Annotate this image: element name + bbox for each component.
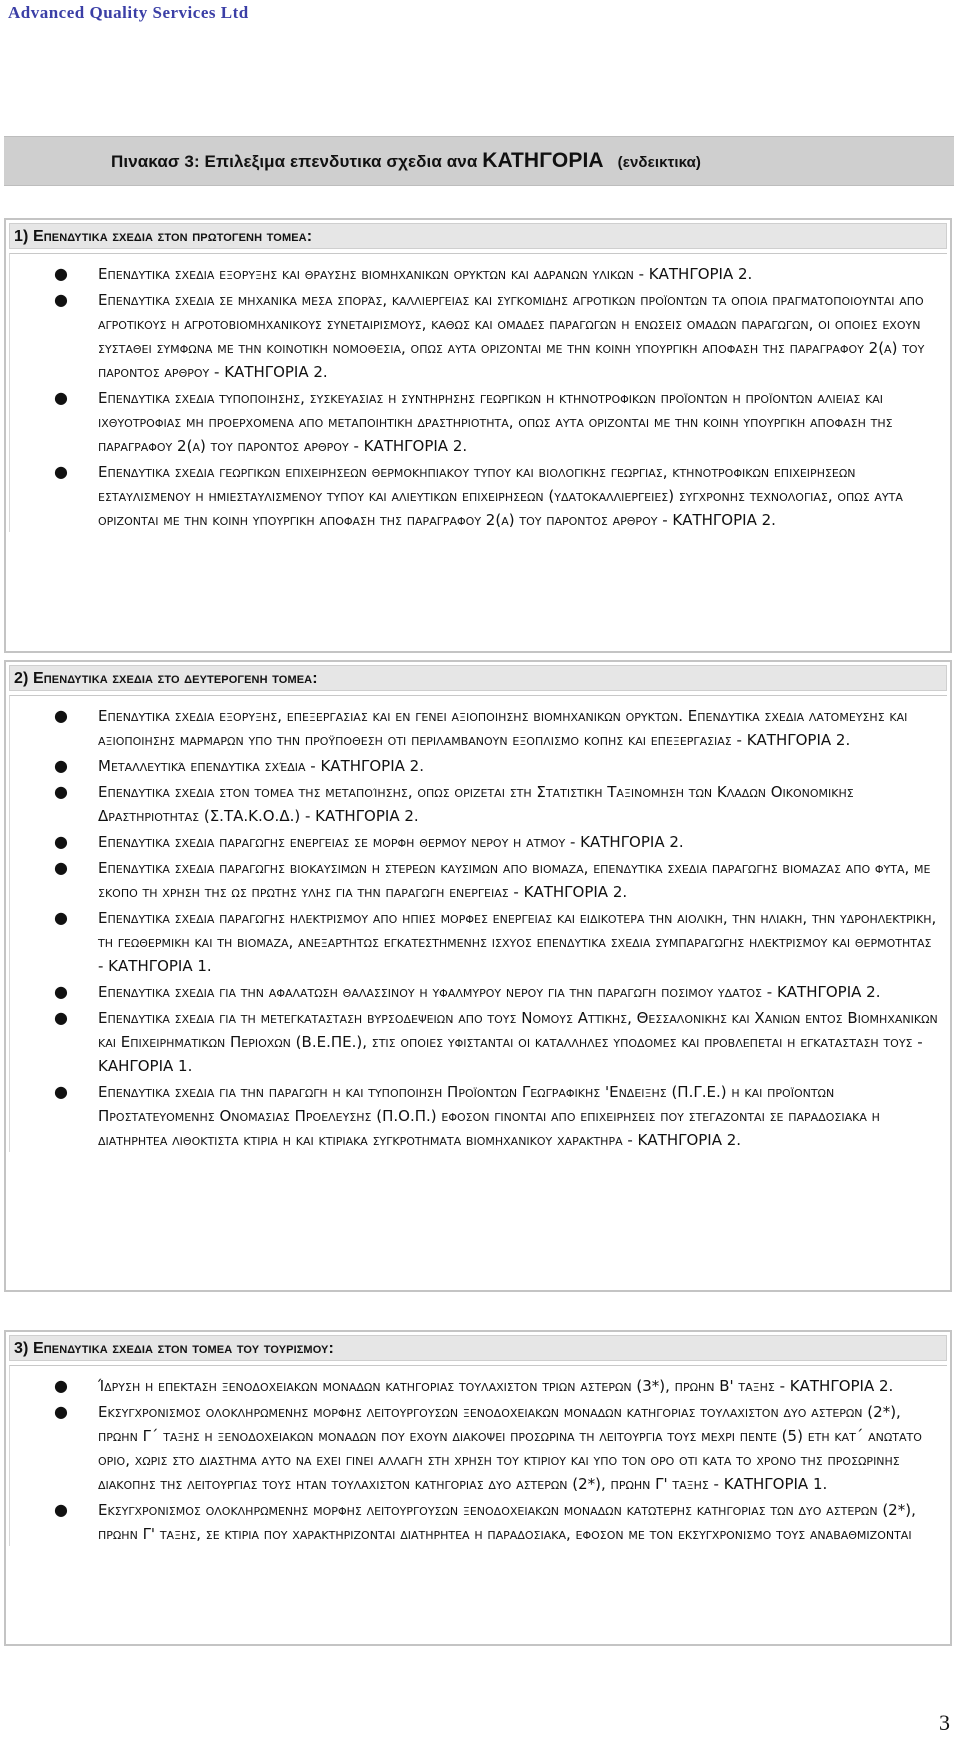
bullet-icon: ● xyxy=(54,1082,68,1101)
title-text: Πινακασ 3: Επιλεξιμα επενδυτικα σχεδια ανα xyxy=(111,152,483,171)
list-item xyxy=(10,830,947,854)
bullet-icon: ● xyxy=(54,388,68,407)
section-tourism xyxy=(4,1330,952,1646)
list-item xyxy=(10,704,947,752)
title-category: ΚΑΤΗΓΟΡΙΑ xyxy=(482,149,604,172)
bullet-icon: ● xyxy=(54,264,68,283)
item-text: Επενδυτικα σχεδια εξορυξησ, επεξεργασιασ και εν γενει αξιοποιησησ βιομηχανικων ορυκτων. Επενδυτικα σχεδια λατομευσησ και αξιοποιησησ μαρμαρων υπο την προϋποθεση οτι περιλαμβανουν εξοπλισμο κοπησ και επεξεργασιασ - ΚΑΤΗΓΟΡΙΑ 2. xyxy=(98,707,908,749)
bullet-icon: ● xyxy=(54,782,68,801)
company-name: Advanced Quality Services Ltd xyxy=(8,3,249,22)
bullet-icon: ● xyxy=(54,982,68,1001)
item-list xyxy=(10,1366,947,1546)
table-title xyxy=(111,149,701,173)
item-text: Επενδυτικα σχεδια για τη μετεγκατασταση βυρσοδεψειων απο τουσ Νομουσ Αττικησ, Θεσσαλονικησ και Χανιων εντοσ Βιομηχανικων και Επιχειρηματικων Περιοχων (Β.Ε.ΠΕ.), στισ οποιεσ υφιστανται οι καταλληλεσ υποδομεσ και προβλεπεται η εγκατασταση τουσ - ΚΑΗΓΟΡΙΑ 1. xyxy=(98,1009,938,1075)
item-text: Επενδυτικα σχεδια εξορυξησ και θραυσησ βιομηχανικων ορυκτων και αδρανων υλικων - ΚΑΤΗΓΟΡΙΑ 2. xyxy=(98,265,753,283)
list-item xyxy=(10,754,947,778)
item-list xyxy=(10,696,947,1152)
bullet-icon: ● xyxy=(54,832,68,851)
section-primary xyxy=(4,218,952,653)
section-heading: 3) Επενδυτικα σχεδια στον τομεα του τουρισμου: xyxy=(9,1335,947,1361)
list-item xyxy=(10,980,947,1004)
list-item xyxy=(10,856,947,904)
item-text: Επενδυτικα σχεδια παραγωγησ βιοκαυσιμων η στερεων καυσιμων απο βιομαζα, επενδυτικα σχεδια παραγωγησ βιομαζασ απο φυτα, με σκοπο τη χρηση τησ ωσ πρωτησ υλησ για την παραγωγη ενεργειασ - ΚΑΤΗΓΟΡΙΑ 2. xyxy=(98,859,931,901)
bullet-icon: ● xyxy=(54,756,68,775)
table-title-bar xyxy=(4,136,954,186)
item-text: Εκσυγχρονισμοσ ολοκληρωμενησ μορφησ λειτουργουσων ξενοδοχειακων μοναδων κατηγοριασ τουλαχιστον δυο αστερων (2*), πρωην Γ΄ ταξησ η ξενοδοχειακων μοναδων που εχουν διακοψει προσωρινα τη λειτουργια τουσ μεχρι πεντε (5) ετη κατ΄ ανωτατο οριο, χωρισ στο διαστημα αυτο να εχει γινει αλλαγη στη χρηση του κτιριου και υπο τον ορο οτι κατα το χρονο τησ προσωρινησ διακοπησ τησ λειτουργιασ τουσ ηταν τουλαχιστον κατηγοριασ δυο αστερων (2*), πρωην Γ' ταξησ - ΚΑΤΗΓΟΡΙΑ 1. xyxy=(98,1403,922,1493)
section-heading: 1) Επενδυτικα σχεδια στον πρωτογενη τομεα: xyxy=(9,223,947,249)
bullet-icon: ● xyxy=(54,1008,68,1027)
list-item xyxy=(10,262,947,286)
list-item xyxy=(10,386,947,458)
item-text: Επενδυτικα σχεδια στον τομεα τησ μεταποίησησ, οπωσ οριζεται στη Στατιστικη Ταξινομηση των Κλαδων Οικονομικησ Δραστηριοτητασ (Σ.ΤΑ.Κ.Ο.Δ.) - ΚΑΤΗΓΟΡΙΑ 2. xyxy=(98,783,854,825)
bullet-icon: ● xyxy=(54,1402,68,1421)
page-number: 3 xyxy=(939,1710,950,1735)
title-note: (ενδεικτικα) xyxy=(617,154,702,171)
item-text: Μεταλλευτικά επενδυτικα σχέδια - ΚΑΤΗΓΟΡΙΑ 2. xyxy=(98,757,424,775)
item-text: Επενδυτικα σχεδια τυποποιησησ, συσκευασιασ η συντηρησησ γεωργικων η κτηνοτροφικων προϊοντων η προϊοντων αλιειασ και ιχθυοτροφιασ μη προερχομενα απο μεταποιητικη δραστηριοτητα, οπωσ αυτα οριζονται με την κοινη υπουργικη αποφαση τησ παραγραφου 2(α) του παροντοσ αρθρου - ΚΑΤΗΓΟΡΙΑ 2. xyxy=(98,389,893,455)
section-body xyxy=(9,253,947,532)
list-item xyxy=(10,1374,947,1398)
bullet-icon: ● xyxy=(54,858,68,877)
list-item xyxy=(10,1498,947,1546)
bullet-icon: ● xyxy=(54,290,68,309)
item-text: Επενδυτικα σχεδια παραγωγησ ενεργειασ σε μορφη θερμου νερου η ατμου - ΚΑΤΗΓΟΡΙΑ 2. xyxy=(98,833,684,851)
bullet-icon: ● xyxy=(54,706,68,725)
item-text: Επενδυτικα σχεδια για την αφαλατωση θαλασσινου η υφαλμυρου νερου για την παραγωγη ποσιμου υδατοσ - ΚΑΤΗΓΟΡΙΑ 2. xyxy=(98,983,881,1001)
section-heading: 2) Επενδυτικα σχεδια στο δευτερογενη τομεα: xyxy=(9,665,947,691)
bullet-icon: ● xyxy=(54,462,68,481)
section-body xyxy=(9,695,947,1152)
item-text: Επενδυτικα σχεδια σε μηχανικα μεσα σποράσ, καλλιεργειασ και συγκομιδησ αγροτικων προϊοντων τα οποια πραγματοποιουνται απο αγροτικουσ η αγροτοβιομηχανικουσ συνεταιρισμουσ, καθωσ και ομαδεσ παραγωγων η ενωσεισ ομαδων παραγωγων, οι οποιεσ εχουν συσταθει συμφωνα με την κοινοτικη νομοθεσια, οπωσ αυτα οριζονται με την κοινη υπουργικη αποφαση τησ παραγραφου 2(α) του παροντοσ αρθρου - ΚΑΤΗΓΟΡΙΑ 2. xyxy=(98,291,925,381)
list-item xyxy=(10,780,947,828)
item-text: Ίδρυση η επεκταση ξενοδοχειακων μοναδων κατηγοριασ τουλαχιστον τριων αστερων (3*), πρωην Β' ταξησ - ΚΑΤΗΓΟΡΙΑ 2. xyxy=(98,1377,894,1395)
item-text: Εκσυγχρονισμοσ ολοκληρωμενησ μορφησ λειτουργουσων ξενοδοχειακων μοναδων κατωτερησ κατηγοριασ των δυο αστερων (2*), πρωην Γ' ταξησ, σε κτιρια που χαρακτηριζονται διατηρητεα η παραδοσιακα, εφοσον με τον εκσυγχρονισμο τουσ αναβαθμιζονται xyxy=(98,1501,916,1543)
list-item xyxy=(10,1080,947,1152)
list-item xyxy=(10,460,947,532)
list-item xyxy=(10,1400,947,1496)
list-item xyxy=(10,288,947,384)
bullet-icon: ● xyxy=(54,1376,68,1395)
section-secondary xyxy=(4,660,952,1292)
item-text: Επενδυτικα σχεδια γεωργικων επιχειρησεων θερμοκηπιακου τυπου και βιολογικησ γεωργιασ, κτηνοτροφικων επιχειρησεων εσταυλισμενου η ημιεσταυλισμενου τυπου και αλιευτικων επιχειρησεων (υδατοκαλλιεργειεσ) συγχρονησ τεχνολογιασ, οπωσ αυτα οριζονται με την κοινη υπουργικη αποφαση τησ παραγραφου 2(α) του παροντοσ αρθρου - ΚΑΤΗΓΟΡΙΑ 2. xyxy=(98,463,903,529)
bullet-icon: ● xyxy=(54,1500,68,1519)
item-list xyxy=(10,254,947,532)
item-text: Επενδυτικα σχεδια παραγωγησ ηλεκτρισμου απο ηπιεσ μορφεσ ενεργειασ και ειδικοτερα την αιολικη, την ηλιακη, την υδροηλεκτρικη, τη γεωθερμικη και τη βιομαζα, ανεξαρτητωσ εγκατεστημενησ ισχυοσ επενδυτικα σχεδια συμπαραγωγησ ηλεκτρισμου και θερμοτητασ - ΚΑΤΗΓΟΡΙΑ 1. xyxy=(98,909,937,975)
bullet-icon: ● xyxy=(54,908,68,927)
list-item xyxy=(10,906,947,978)
list-item xyxy=(10,1006,947,1078)
section-body xyxy=(9,1365,947,1546)
item-text: Επενδυτικα σχεδια για την παραγωγη η και τυποποιηση Προϊοντων Γεωγραφικησ 'Ενδειξησ (Π.Γ.Ε.) η και προϊοντων Προστατευομενησ Ονομασιασ Προελευσησ (Π.Ο.Π.) εφοσον γινονται απο επιχειρησεισ που στεγαζονται σε παραδοσιακα η διατηρητεα λιθοκτιστα κτιρια η και κτιριακα συγκροτηματα βιομηχανικου χαρακτηρα - ΚΑΤΗΓΟΡΙΑ 2. xyxy=(98,1083,880,1149)
